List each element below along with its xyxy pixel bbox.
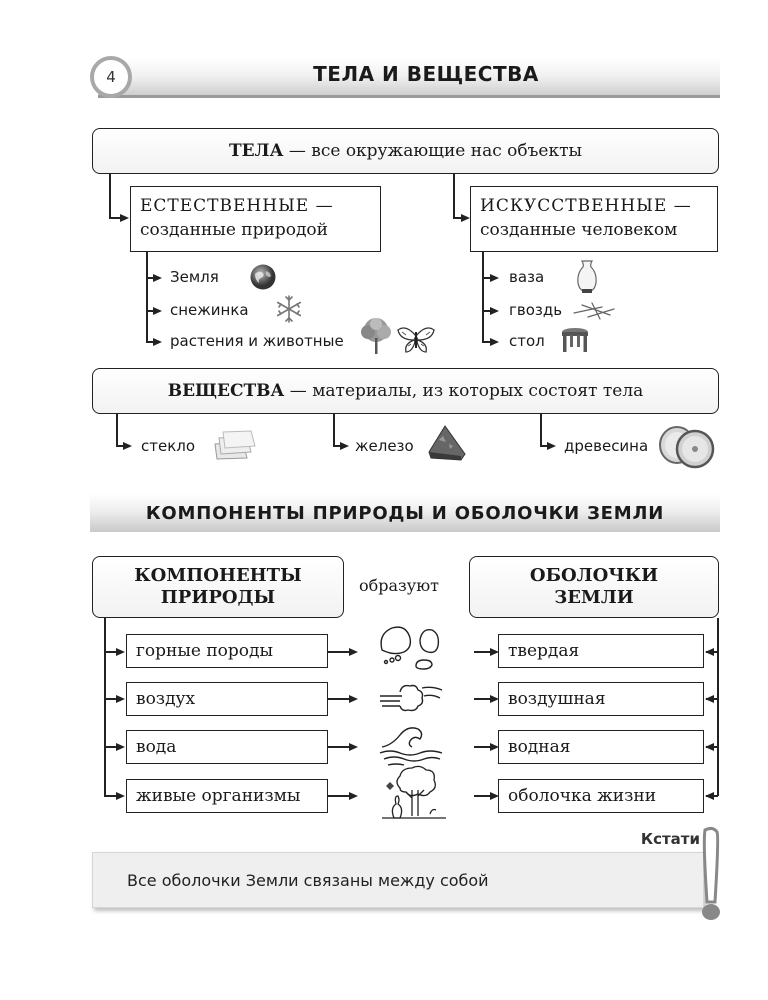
nature-components-title-line1: КОМПОНЕНТЫ — [134, 564, 302, 586]
arrow-icon — [705, 792, 714, 800]
connector — [328, 746, 350, 748]
arrow-icon — [116, 792, 125, 800]
note-text: Все оболочки Земли связаны между собой — [127, 870, 489, 890]
list-item: железо — [355, 437, 414, 455]
nature-components-header — [92, 556, 344, 618]
connector — [104, 618, 106, 796]
arrow-icon — [705, 695, 714, 703]
list-item: Земля — [170, 268, 219, 286]
arrow-icon — [490, 338, 499, 346]
glass-sheets-icon — [213, 430, 257, 460]
arrow-icon — [116, 648, 125, 656]
list-item: гвоздь — [509, 301, 563, 319]
arrow-icon — [490, 274, 499, 282]
note-box — [92, 852, 704, 908]
tree-icon — [358, 316, 394, 356]
tree-animals-icon — [380, 764, 448, 820]
arrow-icon — [349, 695, 358, 703]
natural-bodies-box — [130, 186, 381, 252]
arrow-icon — [705, 743, 714, 751]
connector — [328, 795, 350, 797]
forms-label: образуют — [359, 576, 439, 595]
arrow-icon — [349, 648, 358, 656]
artificial-bodies-title: ИСКУССТВЕННЫЕ — — [480, 196, 692, 217]
natural-bodies-title: ЕСТЕСТВЕННЫЕ — — [140, 196, 334, 217]
bodies-definition-box — [92, 128, 719, 174]
natural-bodies-subtitle: созданные природой — [140, 220, 328, 240]
arrow-icon — [340, 442, 349, 450]
component-box: воздух — [126, 682, 328, 716]
wind-icon — [378, 682, 444, 716]
substances-definition: — материалы, из которых состоят тела — [284, 381, 644, 401]
bodies-term: ТЕЛА — [228, 141, 284, 161]
arrow-icon — [153, 307, 162, 315]
butterfly-icon — [396, 326, 436, 356]
component-box: вода — [126, 730, 328, 764]
connector — [717, 618, 719, 796]
list-item: растения и животные — [170, 332, 344, 350]
page-number: 4 — [90, 56, 132, 98]
connector — [333, 414, 335, 446]
list-item: снежинка — [170, 301, 249, 319]
arrow-icon — [461, 214, 470, 222]
component-box: горные породы — [126, 634, 328, 668]
substances-definition-box — [92, 368, 719, 414]
connector — [482, 252, 484, 342]
iron-ore-icon — [425, 424, 469, 462]
arrow-icon — [116, 743, 125, 751]
bodies-definition: — все окружающие нас объекты — [283, 141, 583, 161]
arrow-icon — [120, 214, 129, 222]
connector — [328, 651, 350, 653]
list-item: стекло — [141, 437, 196, 455]
artificial-bodies-box — [470, 186, 718, 252]
note-label: Кстати — [640, 830, 700, 848]
nails-icon — [572, 301, 616, 321]
wood-slices-icon — [657, 425, 717, 469]
connector — [328, 698, 350, 700]
stool-icon — [560, 326, 590, 356]
shell-box: оболочка жизни — [498, 779, 704, 813]
list-item: стол — [509, 332, 545, 350]
arrow-icon — [123, 442, 132, 450]
component-box: живые организмы — [126, 779, 328, 813]
connector — [116, 414, 118, 446]
arrow-icon — [547, 442, 556, 450]
substances-term: ВЕЩЕСТВА — [167, 381, 285, 401]
snowflake-icon — [274, 294, 304, 324]
list-item: ваза — [509, 268, 545, 286]
exclamation-icon — [693, 826, 723, 922]
vase-icon — [575, 259, 599, 295]
connector — [146, 252, 148, 342]
earth-shells-title-line2: ЗЕМЛИ — [554, 587, 634, 608]
earth-shells-title-line1: ОБОЛОЧКИ — [529, 564, 659, 586]
connector — [109, 174, 111, 218]
arrow-icon — [349, 792, 358, 800]
connector — [540, 414, 542, 446]
wave-icon — [378, 725, 446, 769]
rocks-icon — [376, 622, 448, 670]
arrow-icon — [705, 648, 714, 656]
section-title: КОМПОНЕНТЫ ПРИРОДЫ И ОБОЛОЧКИ ЗЕМЛИ — [90, 494, 720, 532]
globe-icon — [249, 263, 277, 291]
arrow-icon — [153, 338, 162, 346]
arrow-icon — [116, 695, 125, 703]
earth-shells-header — [469, 556, 719, 618]
connector — [453, 174, 455, 218]
shell-box: водная — [498, 730, 704, 764]
arrow-icon — [490, 307, 499, 315]
page-title: ТЕЛА И ВЕЩЕСТВА — [313, 62, 539, 86]
arrow-icon — [349, 743, 358, 751]
nature-components-title-line2: ПРИРОДЫ — [160, 587, 276, 608]
shell-box: твердая — [498, 634, 704, 668]
artificial-bodies-subtitle: созданные человеком — [480, 220, 678, 240]
arrow-icon — [153, 274, 162, 282]
list-item: древесина — [564, 437, 649, 455]
shell-box: воздушная — [498, 682, 704, 716]
